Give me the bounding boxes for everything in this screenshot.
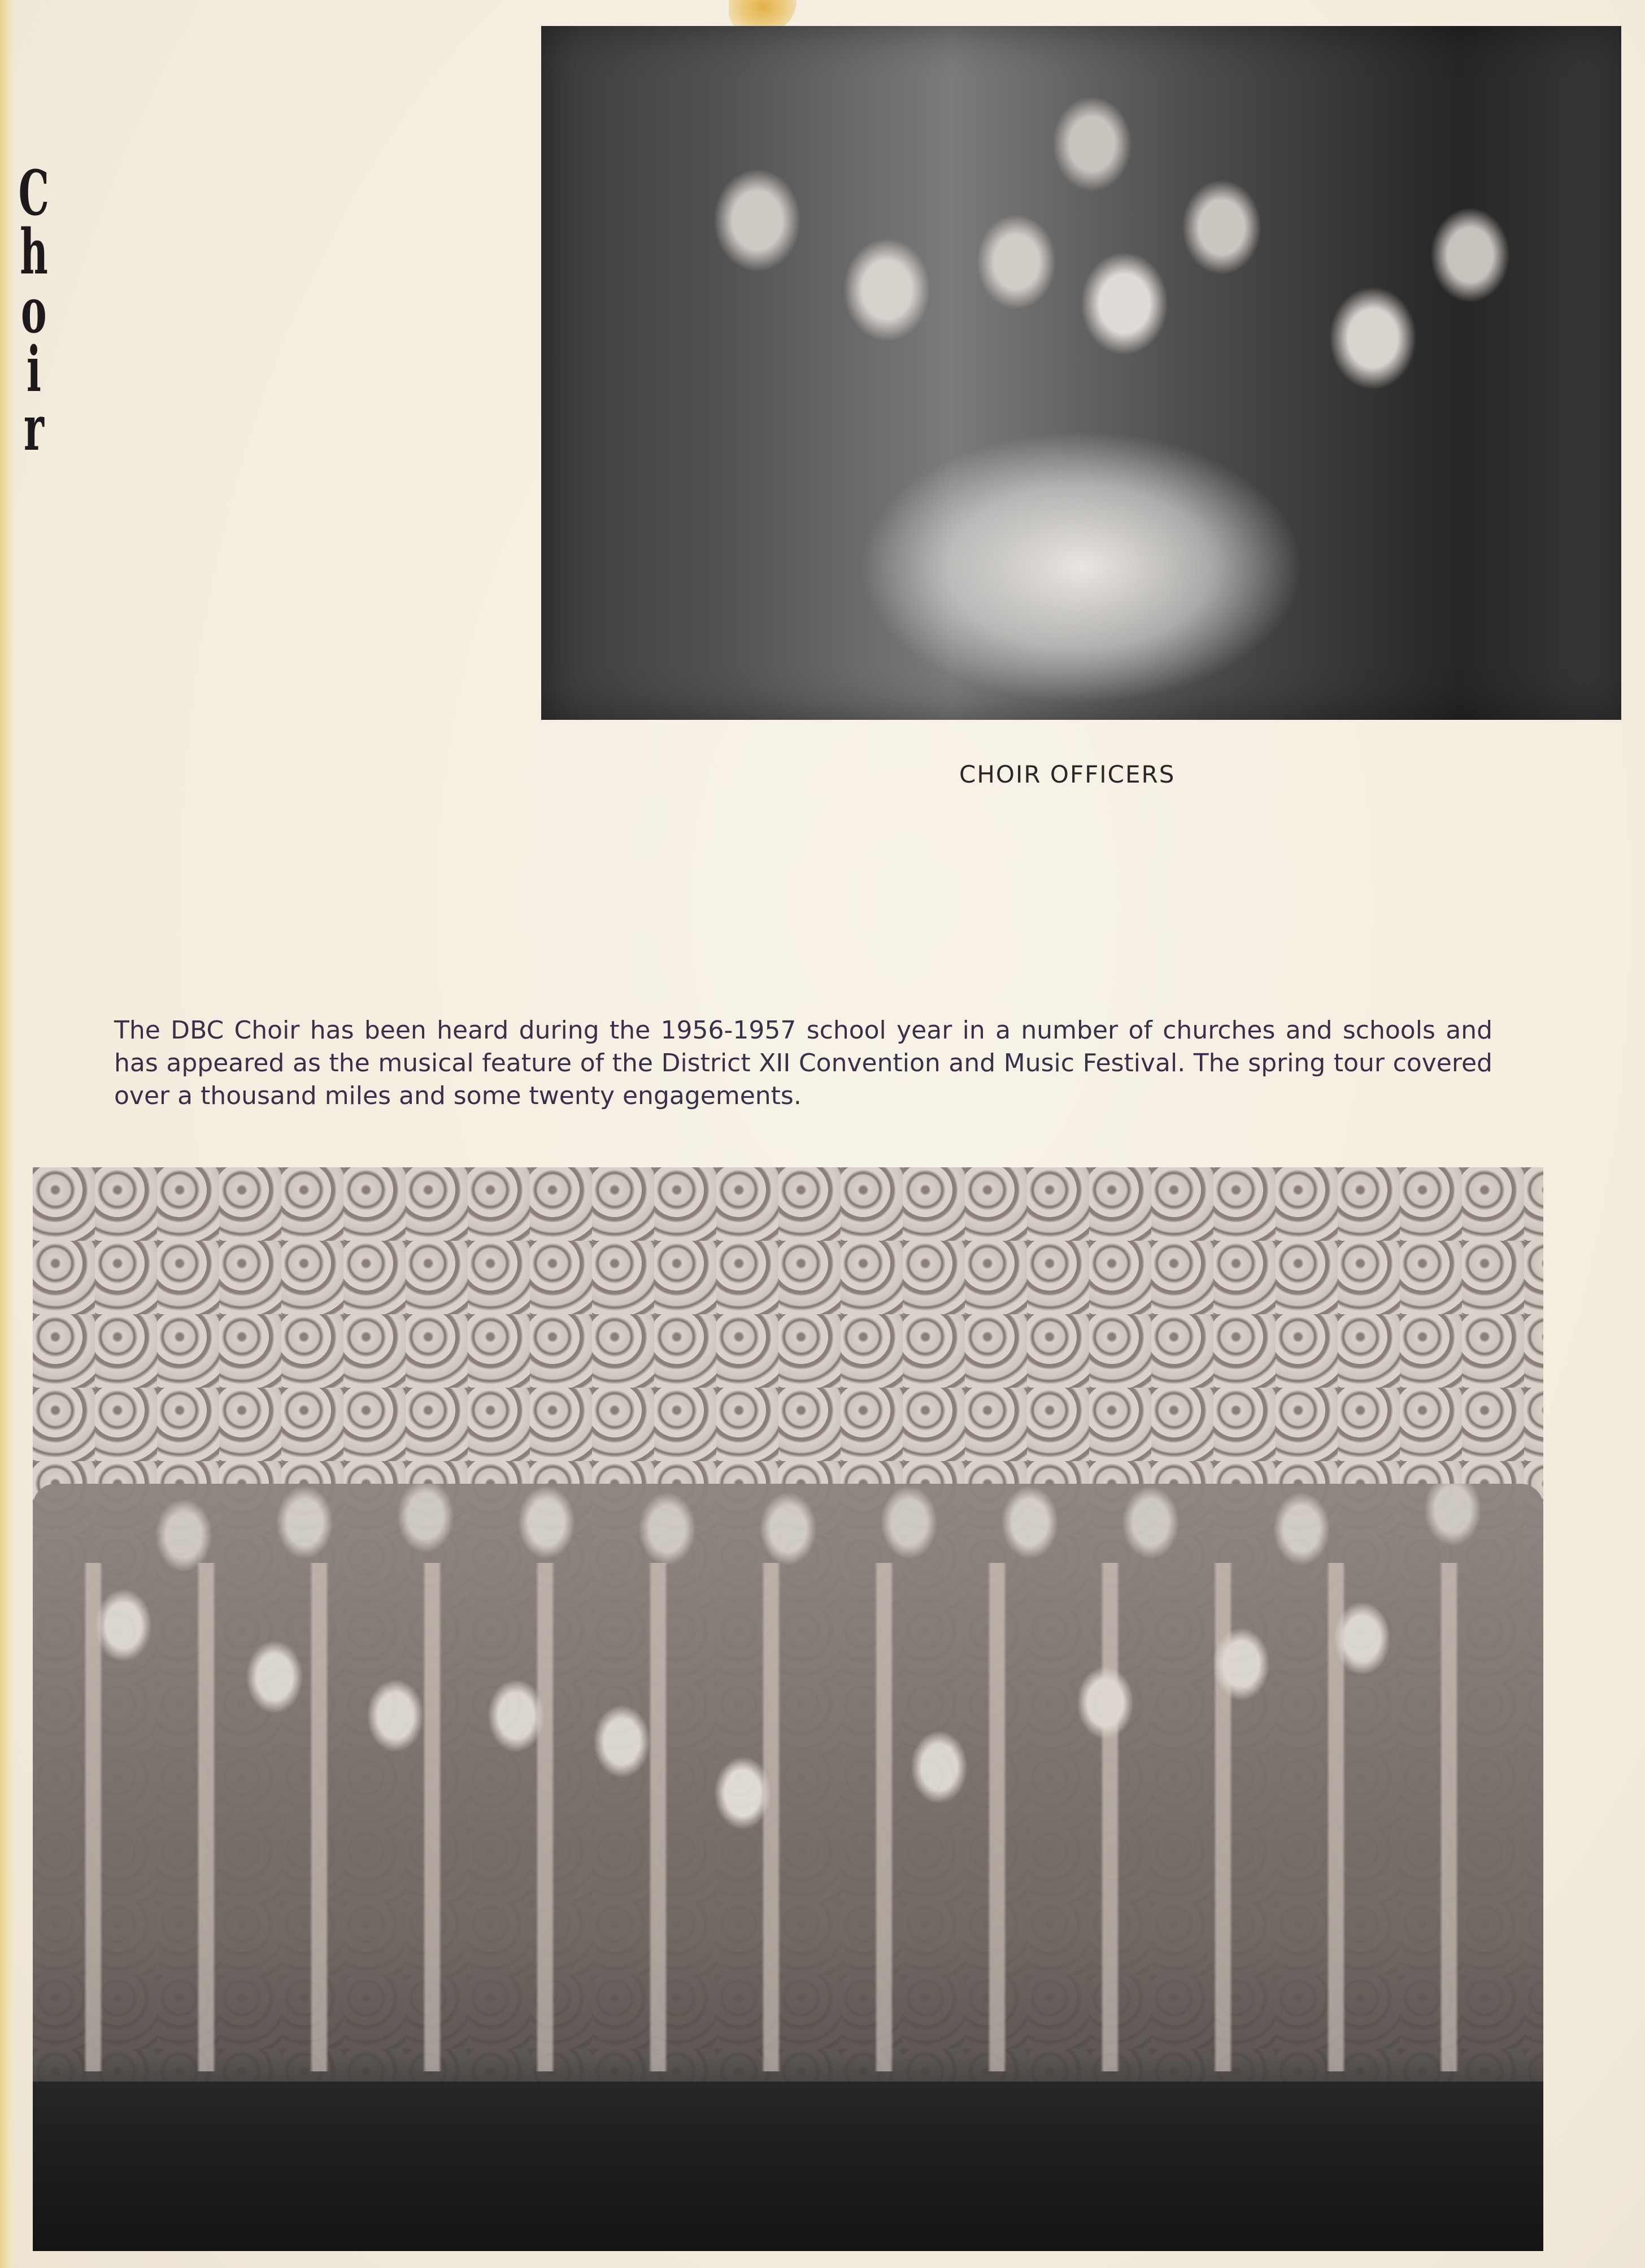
photo-caption: CHOIR OFFICERS	[959, 761, 1176, 788]
choir-group-photo	[33, 1167, 1543, 2251]
section-title-letter: r	[24, 392, 44, 464]
section-title	[17, 157, 51, 464]
section-title-letter: o	[21, 274, 47, 347]
choir-officers-photo	[541, 26, 1621, 720]
body-paragraph: The DBC Choir has been heard during the 1956-1957 school year in a number of churches and schools and has appeared as the musical feature of the District XII Convention and Music Festival. The spring tour covered over a thousand miles and some twenty engagements.	[114, 1016, 1492, 1110]
section-title-letter: i	[27, 333, 41, 406]
page-edge	[0, 0, 15, 2268]
stage-floor	[33, 2082, 1543, 2251]
choir-stoles	[33, 1563, 1543, 2071]
section-title-letter: C	[18, 157, 50, 229]
section-title-letter: h	[20, 215, 48, 288]
